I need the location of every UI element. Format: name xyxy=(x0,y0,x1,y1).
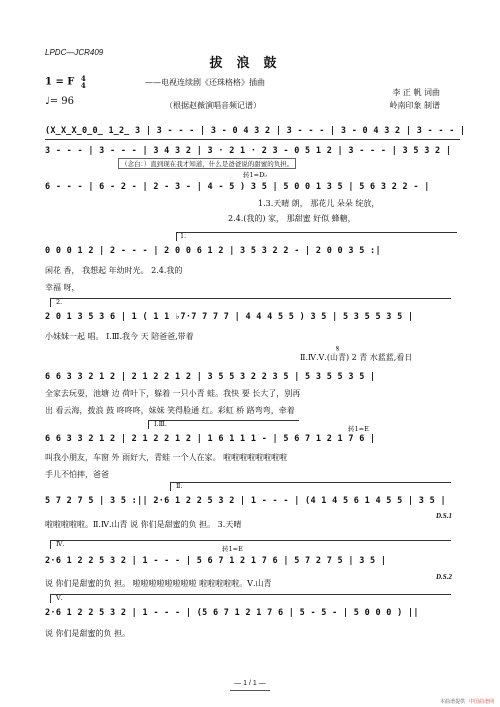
time-signature xyxy=(81,75,86,89)
volta-bracket xyxy=(50,540,451,549)
lyric-line: 幸福 呀， xyxy=(45,283,80,292)
credit-arranger: 岭南印象 制谱 xyxy=(389,101,440,110)
ds-mark-1: D.S.1 xyxy=(436,512,452,520)
score-line-6: 6 6 3 3 2 1 2 | 2 1 2 2 1 2 | 3 5 5 3 2 2 3 5 | 5 3 5 5 3 5 | xyxy=(45,372,376,382)
volta-bracket xyxy=(170,482,451,491)
watermark-site: 本曲谱提供 xyxy=(439,699,465,705)
watermark-brand: 中国曲谱网 xyxy=(468,699,494,705)
lyric-line: 2.4.(我的) 家， 那甜蜜 好似 蜂糖， xyxy=(228,214,356,223)
page-number: — 1 / 1 — xyxy=(234,680,266,687)
volta-1: 1. xyxy=(180,232,187,240)
volta-bracket xyxy=(176,232,457,241)
lyric-line: 小妹妹一起 唱。 Ⅰ.Ⅲ.我今 天 陪爸爸,带着 xyxy=(45,332,194,341)
volta-bracket xyxy=(148,420,299,429)
key-change: 转1=E xyxy=(222,545,243,553)
source-note: （根据赵薇演唱音频记谱） xyxy=(165,101,261,110)
score-line-2: 3 - - - | 3 - - - | 3 4 3 2 | 3 · 2 1 · 2 3 - 0 5 1 2 | 3 - - - | 3 5 3 2 | xyxy=(45,146,452,156)
footer-rule xyxy=(230,690,270,691)
key-signature xyxy=(45,75,86,89)
volta-bracket xyxy=(50,594,451,603)
credit-lyrics: 李 正 帆 词曲 xyxy=(392,88,440,97)
song-title: 拔浪鼓 xyxy=(209,56,291,71)
volta-2: 2. xyxy=(56,298,63,306)
lyric-line: 闲花 香， 我想起 年幼时光。 2.4.我的 xyxy=(45,266,183,275)
score-line-1: (X̲X̲X̲0̲0̲ 1̲2̲ 3 | 3 - - - | 3 - 0 4 3 2 | 3 - - - | 3 - 0 4 3 2 | 3 - - - | xyxy=(45,126,466,136)
lyric-line: 1.3.天晴 朗， 那花儿 朵朵 绽放， xyxy=(258,199,380,208)
score-line-4: 0 0 0 1 2 | 2 - - - | 2 0 0 6 1 2 | 3 5 3 2 2 - | 2 0 0 3 5 :| xyxy=(45,246,381,256)
volta-1-3: Ⅰ.Ⅲ. xyxy=(154,420,167,428)
key-change: 转1=D♭ xyxy=(243,171,268,179)
volta-5: Ⅴ. xyxy=(56,594,63,602)
subtitle: ——电视连续剧《还珠格格》插曲 xyxy=(145,78,265,87)
key-label: 1 = F xyxy=(45,76,75,88)
key-change: 转1=E xyxy=(348,425,369,433)
lyric-line: 手儿不怕摔，爸爸 xyxy=(45,470,109,479)
spoken-note: （念白：）直到现在我才知道，什么是爸爸说的甜蜜的负担。 xyxy=(118,158,296,169)
lyric-line: 出 看云海，拨浪 鼓 咚咚咚，妹妹 笑得脸通 红。彩虹 桥 路弯弯，牵着 xyxy=(45,406,295,415)
lyric-line: 全家去玩耍，池塘 边 荷叶下，躲着 一只小青 蛙。我快 要 长大了，别再 xyxy=(45,389,301,398)
volta-bracket xyxy=(50,298,451,307)
lyric-line: 啦啦啦啦啦。Ⅱ.Ⅳ.山青 说 你们是甜蜜的负 担。 3.天晴 xyxy=(45,520,242,529)
score-line-9: 2·6 1 2 2 5 3 2 | 1 - - - | 5 6 7 1 2 1 7 6 | 5 7 2 7 5 | 3 5 | xyxy=(45,556,387,566)
lyric-line: 说 你们是甜蜜的负 担。 xyxy=(45,629,131,638)
ds-mark-2: D.S.2 xyxy=(436,573,452,581)
watermark xyxy=(440,698,494,705)
lyric-line: 叫我小朋友，车窗 外 雨好大，青蛙 一个人在家。 啦啦啦啦啦啦啦啦 xyxy=(45,453,288,462)
score-line-8: 5 7 2 7 5 | 3 5 :|| 2·6 1 2 2 5 3 2 | 1 - - - | (4 1 4 5 6 1 4 5 5 | 3 5 | xyxy=(45,496,446,506)
time-bottom: 4 xyxy=(80,81,86,90)
score-line-10: 2·6 1 2 2 5 3 2 | 1 - - - | (5 6 7 1 2 1 7 6 | 5 - 5 - | 5 0 0 0 ) || xyxy=(45,608,419,618)
time-top: 4 xyxy=(80,74,86,83)
volta-4: Ⅳ. xyxy=(56,540,65,548)
volta-2: Ⅱ. xyxy=(176,482,183,490)
lyric-line: 说 你们是甜蜜的负 担。 啦啦啦啦啦啦啦啦 啦啦啦啦啦。Ⅴ.山青 xyxy=(45,579,272,588)
tempo-mark: ♩= 96 xyxy=(45,96,74,107)
lyric-line: Ⅱ.Ⅳ.Ⅴ.(山青) 2 青 水蓝蓝,看日 xyxy=(300,353,413,362)
staff-rule xyxy=(45,139,460,140)
score-line-7: 6 6 3 3 2 1 2 | 2 1 2 2 1 2 | 1 6 1 1 1 - | 5 6 7 1 2 1 7 6 | xyxy=(45,434,376,444)
segno-sign: 𝄋 xyxy=(336,344,340,353)
score-line-3: 6 - - - | 6 - 2 - | 2 - 3 - | 4 - 5 ) 3 5 | 5 0 0 1 3 5 | 5 6 3 2 2 - | xyxy=(45,182,430,192)
score-line-5: 2 0 1 3 5 3 6 | 1 ( 1 1 ♭7·7 7 7 7 | 4 4 4 5 5 ) 3 5 | 5 3 5 5 3 5 | xyxy=(45,312,414,322)
score-code: LPDC—JCR409 xyxy=(45,48,104,57)
